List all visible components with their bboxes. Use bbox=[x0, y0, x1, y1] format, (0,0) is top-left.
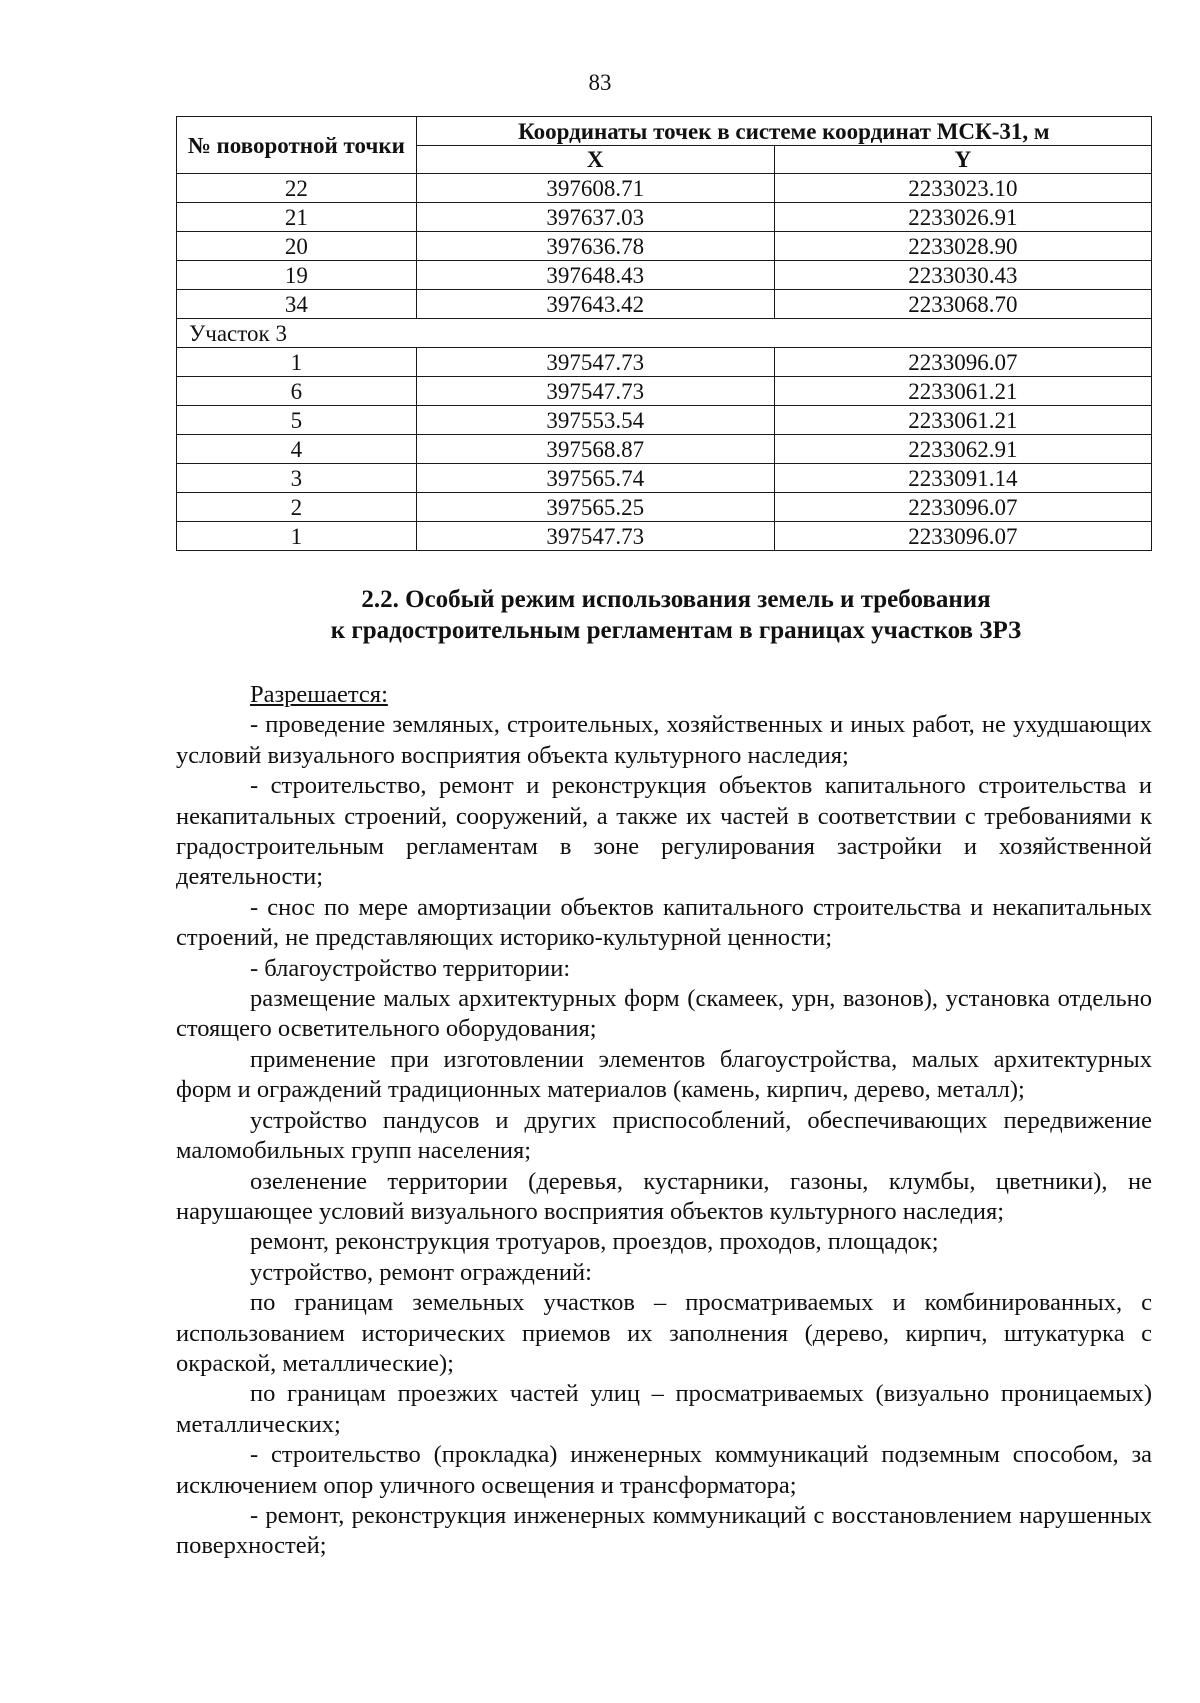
paragraph: по границам проезжих частей улиц – просматриваемых (визуально проницаемых) металлических; bbox=[176, 1380, 1152, 1438]
table-row bbox=[177, 261, 1152, 290]
point-number-cell: 20 bbox=[177, 232, 417, 261]
y-coordinate-cell: 2233026.91 bbox=[774, 203, 1151, 232]
y-coordinate-cell: 2233068.70 bbox=[774, 290, 1151, 319]
paragraph: размещение малых архитектурных форм (скамеек, урн, вазонов), установка отдельно стоящего осветительного оборудования; bbox=[176, 985, 1152, 1043]
paragraph: - ремонт, реконструкция инженерных коммуникаций с восстановлением нарушенных поверхностей; bbox=[176, 1501, 1152, 1560]
point-number-cell: 2 bbox=[177, 493, 417, 522]
table-row bbox=[177, 522, 1152, 551]
paragraph: - снос по мере амортизации объектов капитального строительства и некапитальных строений, не представляющих историко-культурной ценности; bbox=[176, 893, 1152, 952]
point-number-header: № поворотной точки bbox=[177, 117, 417, 174]
page-number: 83 bbox=[588, 70, 612, 95]
table-row bbox=[177, 174, 1152, 203]
point-number-cell: 6 bbox=[177, 377, 417, 406]
x-header: X bbox=[416, 146, 774, 174]
x-coordinate-cell: 397643.42 bbox=[416, 290, 774, 319]
x-coordinate-cell: 397547.73 bbox=[416, 522, 774, 551]
x-coordinate-cell: 397636.78 bbox=[416, 232, 774, 261]
y-coordinate-cell: 2233061.21 bbox=[774, 406, 1151, 435]
x-coordinate-cell: 397608.71 bbox=[416, 174, 774, 203]
point-number-cell: 22 bbox=[177, 174, 417, 203]
table-body-top bbox=[177, 174, 1152, 319]
paragraph: по границам земельных участков – просматриваемых и комбинированных, с использованием исторических приемов их заполнения (дерево, кирпич, штукатурка с окраской, металлические); bbox=[176, 1289, 1152, 1377]
table-row bbox=[177, 290, 1152, 319]
table-body-bottom bbox=[177, 348, 1152, 551]
table-row bbox=[177, 232, 1152, 261]
table-row bbox=[177, 493, 1152, 522]
x-coordinate-cell: 397547.73 bbox=[416, 348, 774, 377]
y-coordinate-cell: 2233096.07 bbox=[774, 348, 1151, 377]
coordinates-group-header: Координаты точек в системе координат МСК-31, м bbox=[416, 117, 1151, 146]
paragraph: - строительство (прокладка) инженерных коммуникаций подземным способом, за исключением опор уличного освещения и трансформатора; bbox=[176, 1441, 1152, 1499]
paragraph: - проведение земляных, строительных, хозяйственных и иных работ, не ухудшающих условий визуального восприятия объекта культурного наследия; bbox=[176, 711, 1152, 769]
y-coordinate-cell: 2233028.90 bbox=[774, 232, 1151, 261]
paragraph: - строительство, ремонт и реконструкция объектов капитального строительства и некапитальных строений, сооружений, а также их частей в соответствии с требованиями к градостроительным регламентам в зоне регулирования застройки и хозяйственной деятельности; bbox=[176, 772, 1152, 891]
y-header: Y bbox=[774, 146, 1151, 174]
point-number-cell: 19 bbox=[177, 261, 417, 290]
point-number-cell: 1 bbox=[177, 348, 417, 377]
point-number-cell: 34 bbox=[177, 290, 417, 319]
point-number-cell: 1 bbox=[177, 522, 417, 551]
x-coordinate-cell: 397648.43 bbox=[416, 261, 774, 290]
point-number-cell: 5 bbox=[177, 406, 417, 435]
table-row bbox=[177, 435, 1152, 464]
allowed-label: Разрешается: bbox=[250, 681, 388, 708]
point-number-cell: 4 bbox=[177, 435, 417, 464]
x-coordinate-cell: 397565.74 bbox=[416, 464, 774, 493]
x-coordinate-cell: 397553.54 bbox=[416, 406, 774, 435]
section-row bbox=[177, 319, 1152, 348]
paragraph: озеленение территории (деревья, кустарники, газоны, клумбы, цветники), не нарушающее условий визуального восприятия объектов культурного наследия; bbox=[176, 1167, 1152, 1225]
table-row bbox=[177, 406, 1152, 435]
y-coordinate-cell: 2233023.10 bbox=[774, 174, 1151, 203]
x-coordinate-cell: 397547.73 bbox=[416, 377, 774, 406]
y-coordinate-cell: 2233062.91 bbox=[774, 435, 1151, 464]
y-coordinate-cell: 2233096.07 bbox=[774, 493, 1151, 522]
table-row bbox=[177, 377, 1152, 406]
section-label: Участок 3 bbox=[177, 319, 1152, 348]
y-coordinate-cell: 2233091.14 bbox=[774, 464, 1151, 493]
y-coordinate-cell: 2233061.21 bbox=[774, 377, 1151, 406]
table-row bbox=[177, 464, 1152, 493]
x-coordinate-cell: 397568.87 bbox=[416, 435, 774, 464]
table-row bbox=[177, 348, 1152, 377]
body-text bbox=[176, 680, 1152, 1562]
point-number-cell: 21 bbox=[177, 203, 417, 232]
point-number-cell: 3 bbox=[177, 464, 417, 493]
x-coordinate-cell: 397637.03 bbox=[416, 203, 774, 232]
paragraph: - благоустройство территории: bbox=[250, 954, 571, 982]
heading-line-2: к градостроительным регламентам в границах участков ЗРЗ bbox=[330, 617, 1022, 644]
y-coordinate-cell: 2233030.43 bbox=[774, 261, 1151, 290]
paragraph: применение при изготовлении элементов благоустройства, малых архитектурных форм и ограждений традиционных материалов (камень, кирпич, дерево, металл); bbox=[176, 1045, 1152, 1104]
table-row bbox=[177, 203, 1152, 232]
y-coordinate-cell: 2233096.07 bbox=[774, 522, 1151, 551]
x-coordinate-cell: 397565.25 bbox=[416, 493, 774, 522]
heading-line-1: 2.2. Особый режим использования земель и требования bbox=[361, 586, 991, 613]
coordinates-table bbox=[176, 116, 1152, 551]
paragraph: устройство, ремонт ограждений: bbox=[250, 1258, 592, 1286]
paragraph: ремонт, реконструкция тротуаров, проездов, проходов, площадок; bbox=[250, 1228, 939, 1256]
section-heading bbox=[176, 584, 1176, 646]
paragraph: устройство пандусов и других приспособлений, обеспечивающих передвижение маломобильных групп населения; bbox=[176, 1106, 1152, 1165]
